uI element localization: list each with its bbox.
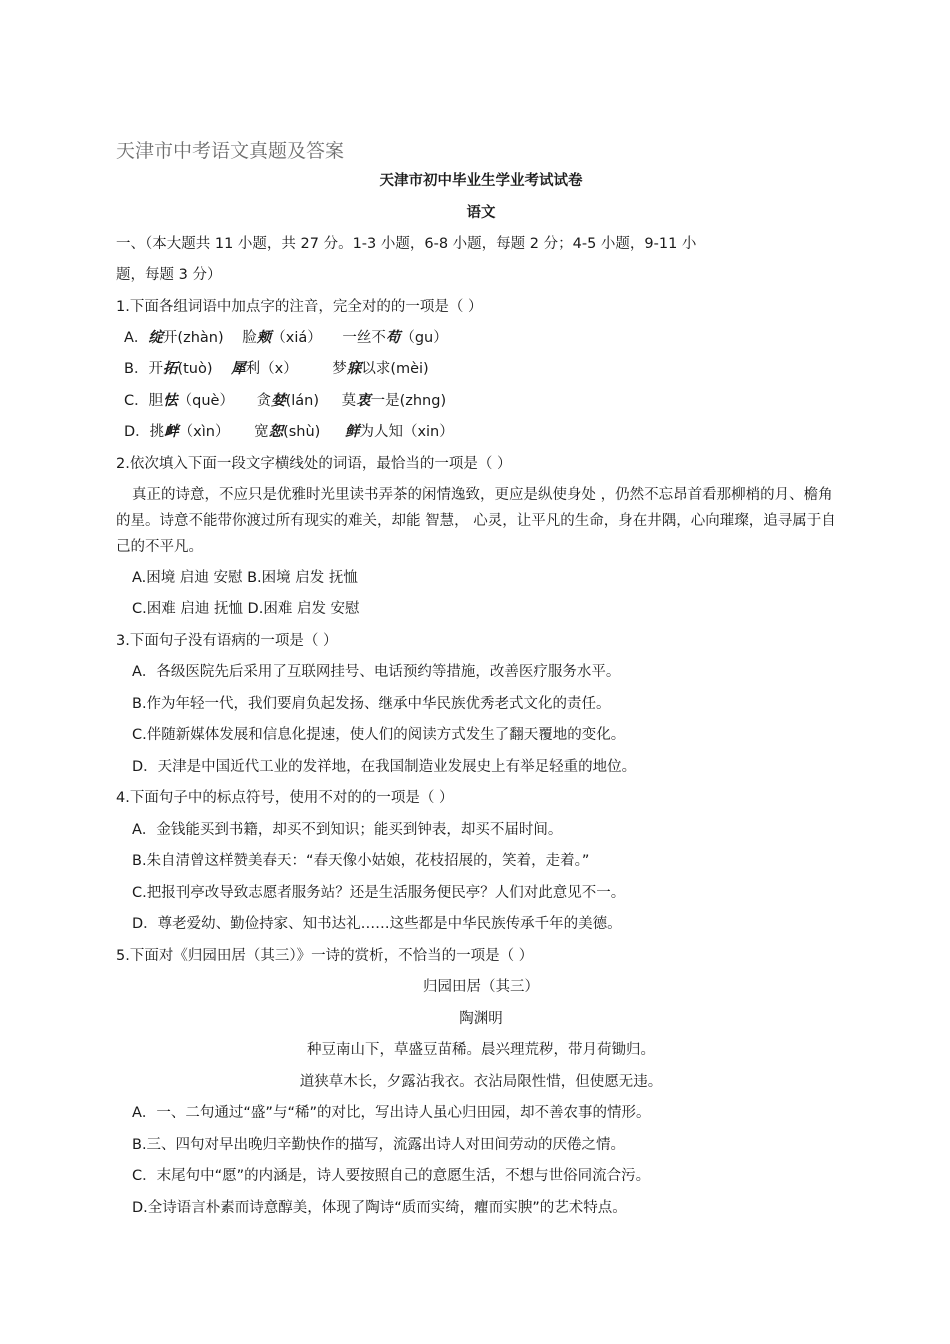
dotted-character: 鲜 — [344, 424, 360, 440]
pinyin: (tuò) — [177, 361, 213, 377]
poem-title: 归园田居（其三） — [423, 979, 539, 995]
question-4-stem: 4.下面句子中的标点符号，使用不对的的一项是（ ） — [116, 790, 454, 806]
question-4-option-d: D．尊老爱幼、勤俭持家、知书达礼……这些都是中华民族传承千年的美德。 — [132, 916, 622, 932]
question-2-passage: 真正的诗意，不应只是优雅时光里读书弄茶的闲情逸致，更应是纵使身处 ，仍然不忘昂首看那柳梢的月、檐角的星。诗意不能带你渡过所有现实的难关，却能 智慧， 心灵，让平凡的生命，身在井隅，心向璀璨，追寻属于自己的不平凡。 — [116, 487, 836, 555]
dotted-character: 寐 — [346, 361, 362, 377]
word-part: 贪 — [256, 393, 272, 409]
dotted-character: 衷 — [356, 393, 371, 409]
option-prefix: C．胆 — [124, 393, 164, 409]
section-heading-line2: 题，每题 3 分） — [116, 267, 222, 283]
dotted-character: 犀 — [231, 361, 246, 377]
pinyin: (lán) — [285, 393, 319, 409]
exam-title: 天津市初中毕业生学业考试试卷 — [379, 173, 583, 189]
pinyin: 一是(zhng) — [370, 393, 447, 409]
question-4-option-c: C.把报刊亭改导致志愿者服务站？还是生活服务便民亭？人们对此意见不一。 — [132, 885, 626, 901]
dotted-character: 苟 — [385, 330, 401, 346]
dotted-character: 怯 — [163, 393, 178, 409]
pinyin: 利（x） — [245, 361, 298, 377]
pinyin: 为人知（xin） — [359, 424, 454, 440]
question-3-option-b: B.作为年轻一代，我们要肩负起发扬、继承中华民族优秀老式文化的责任。 — [132, 696, 611, 712]
option-prefix: B．开 — [124, 361, 163, 377]
question-3-option-c: C.伴随新媒体发展和信息化提速，使人们的阅读方式发生了翻天覆地的变化。 — [132, 727, 626, 743]
dotted-character: 恕 — [268, 424, 284, 440]
option-prefix: A． — [124, 330, 149, 346]
word-part: 脸 — [242, 330, 257, 346]
question-2-options-row2: C.困难 启迪 抚恤 D.困难 启发 安慰 — [132, 601, 360, 617]
question-1-option-d — [116, 422, 846, 442]
question-5-option-d: D.全诗语言朴素而诗意醇美，体现了陶诗“质而实绮，癯而实腴”的艺术特点。 — [132, 1200, 627, 1216]
question-3-option-d: D．天津是中国近代工业的发祥地，在我国制造业发展史上有举足轻重的地位。 — [132, 759, 637, 775]
dotted-character: 婪 — [271, 393, 286, 409]
question-5-option-b: B.三、四句对早出晚归辛勤快作的描写，流露出诗人对田间劳动的厌倦之情。 — [132, 1137, 626, 1153]
pinyin: 以求(mèi) — [361, 361, 429, 377]
pinyin: (shù) — [283, 424, 321, 440]
question-5-stem: 5.下面对《归园田居（其三）》一诗的赏析，不恰当的一项是（ ） — [116, 948, 534, 964]
poem-line-1: 种豆南山下，草盛豆苗稀。晨兴理荒秽，带月荷锄归。 — [307, 1042, 655, 1058]
question-3-stem: 3.下面句子没有语病的一项是（ ） — [116, 633, 338, 649]
option-prefix: D．挑 — [124, 424, 165, 440]
question-2-stem: 2.依次填入下面一段文字横线处的词语，最恰当的一项是（ ） — [116, 456, 512, 472]
pinyin: （què） — [177, 393, 234, 409]
dotted-character: 颊 — [256, 330, 272, 346]
question-5-option-a: A．一、二句通过“盛”与“稀”的对比，写出诗人虽心归田园，却不善农事的情形。 — [132, 1105, 651, 1121]
question-5-option-c: C．末尾句中“愿”的内涵是，诗人要按照自己的意愿生活，不想与世俗同流合污。 — [132, 1168, 651, 1184]
section-heading-line1: 一、（本大题共 11 小题，共 27 分。1-3 小题，6-8 小题，每题 2 分；4-5 小题，9-11 小 — [116, 236, 697, 252]
word-part: 一丝不 — [342, 330, 386, 346]
document-title: 天津市中考语文真题及答案 — [116, 140, 345, 162]
dotted-character: 绽 — [148, 330, 163, 346]
dotted-character: 衅 — [164, 424, 179, 440]
pinyin: （xìn） — [178, 424, 230, 440]
subject-title: 语文 — [466, 205, 496, 221]
poem-line-2: 道狭草木长，夕露沾我衣。衣沾局限性惜，但使愿无违。 — [299, 1074, 663, 1090]
question-1-stem: 1.下面各组词语中加点字的注音，完全对的的一项是（ ） — [116, 299, 483, 315]
question-1-option-a — [116, 328, 846, 348]
poem-author: 陶渊明 — [459, 1011, 503, 1027]
word-part: 宽 — [254, 424, 269, 440]
question-4-option-a: A．金钱能买到书籍，却买不到知识；能买到钟表，却买不届时间。 — [132, 822, 563, 838]
question-4-option-b: B.朱自清曾这样赞美春天：“春天像小姑娘，花枝招展的，笑着，走着。” — [132, 853, 590, 869]
question-1-option-b — [116, 359, 846, 379]
question-2-options-row1: A.困境 启迪 安慰 B.困境 启发 抚恤 — [132, 570, 358, 586]
dotted-character: 拓 — [162, 361, 178, 377]
word-part: 莫 — [341, 393, 357, 409]
question-3-option-a: A．各级医院先后采用了互联网挂号、电话预约等措施，改善医疗服务水平。 — [132, 664, 621, 680]
pinyin: （gu） — [400, 330, 448, 346]
word-part: 梦 — [332, 361, 347, 377]
pinyin: 开(zhàn) — [162, 330, 224, 346]
pinyin: （xiá） — [271, 330, 322, 346]
question-1-option-c — [116, 391, 846, 411]
